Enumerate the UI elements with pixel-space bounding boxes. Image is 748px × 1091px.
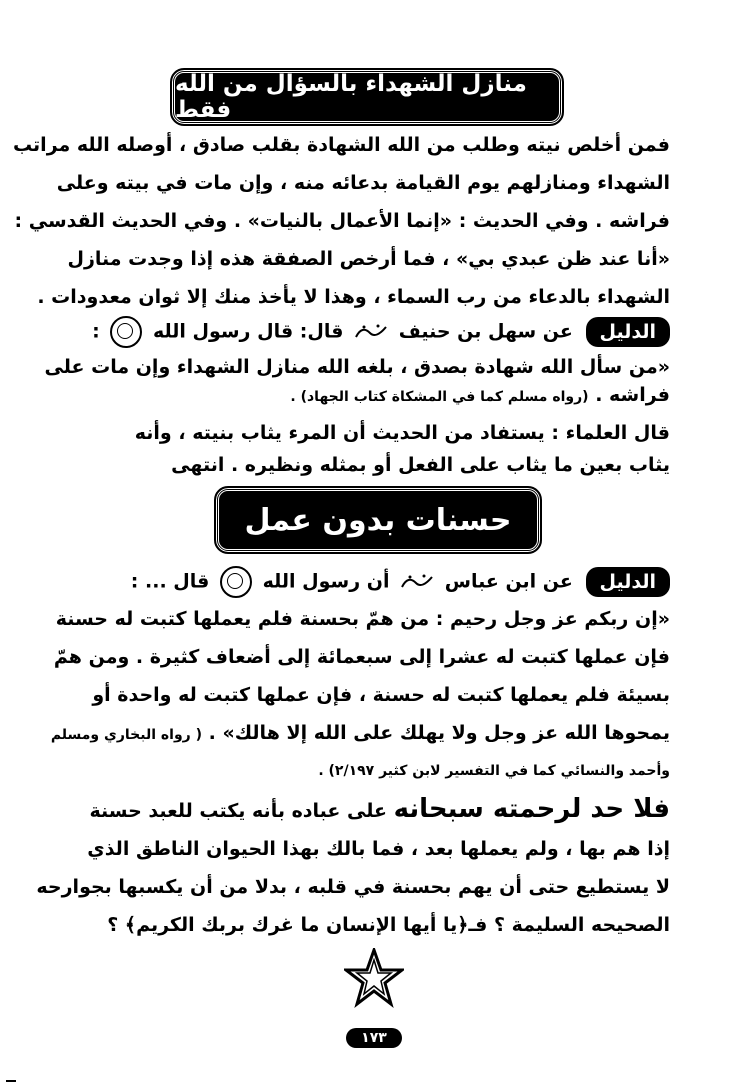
- section-title-text: منازل الشهداء بالسؤال من الله فقط: [175, 71, 527, 123]
- evidence-label: الدليل: [586, 317, 670, 347]
- page-number: ١٧٣: [346, 1028, 402, 1048]
- section-title-text: حسنات بدون عمل: [244, 502, 512, 538]
- body-line: الشهداء ومنازلهم يوم القيامة بدعائه منه ، وإن مات في بيته وعلى: [56, 172, 670, 194]
- evidence-intro2: أن رسول الله: [262, 570, 390, 593]
- scholars-line: يثاب بعين ما يثاب على الفعل أو بمثله ونظيره . انتهى: [171, 454, 670, 476]
- scholars-line: قال العلماء : يستفاد من الحديث أن المرء يثاب بنيته ، وأنه: [134, 422, 670, 444]
- hadith-end: يمحوها الله عز وجل ولا يهلك على الله إلا هالك» .: [208, 722, 670, 744]
- radiallahu-honorific-icon: [400, 571, 434, 593]
- evidence-intro: عن ابن عباس: [444, 570, 573, 593]
- body-line: إذا هم بها ، ولم يعملها بعد ، فما بالك بهذا الحيوان الناطق الذي: [87, 838, 670, 860]
- evidence-intro: عن سهل بن حنيف: [398, 320, 573, 343]
- hadith-reference: وأحمد والنسائي كما في التفسير لابن كثير ٢/١٩٧) .: [318, 763, 670, 779]
- radiallahu-honorific-icon: [354, 321, 388, 343]
- evidence-label: الدليل: [586, 567, 670, 597]
- scan-mark: [6, 1080, 16, 1082]
- body-line: فمن أخلص نيته وطلب من الله الشهادة بقلب صادق ، أوصله الله مراتب: [12, 134, 670, 156]
- evidence-line: [92, 316, 670, 346]
- star-ornament-icon: [344, 948, 404, 1008]
- hadith-reference: ( رواه البخاري ومسلم: [50, 727, 202, 743]
- hadith-line: [290, 380, 670, 410]
- body-line: لا يستطيع حتى أن يهم بحسنة في قلبه ، بدلا من أن يكسبها بجوارحه: [36, 876, 670, 898]
- hadith-reference: (رواه مسلم كما في المشكاة كتاب الجهاد) .: [290, 389, 589, 405]
- body-line: الشهداء بالدعاء من رب السماء ، وهذا لا يأخذ منك إلا ثوان معدودات .: [37, 286, 670, 308]
- mercy-line: [89, 794, 670, 824]
- hadith-line: [51, 718, 670, 748]
- section-title-martyrs: [172, 70, 562, 124]
- hadith-line: فإن عملها كتبت له عشرا إلى سبعمائة إلى أضعاف كثيرة . ومن همّ: [53, 646, 670, 668]
- mercy-rest: على عباده بأنه يكتب للعبد حسنة: [89, 800, 387, 822]
- hadith-line: «إن ربكم عز وجل رحيم : من همّ بحسنة فلم يعملها كتبت له حسنة: [55, 608, 670, 630]
- evidence-intro2: قال: قال رسول الله: [152, 320, 344, 343]
- hadith-line: «من سأل الله شهادة بصدق ، بلغه الله منازل الشهداء وإن مات على: [44, 356, 670, 378]
- hadith-line: بسيئة فلم يعملها كتبت له حسنة ، فإن عملها كتبت له واحدة أو: [92, 684, 670, 706]
- section-title-good-deeds: [216, 488, 540, 552]
- body-line: «أنا عند ظن عبدي بي» ، فما أرخص الصفقة هذه إذا وجدت منازل: [67, 248, 670, 270]
- body-line: فراشه . وفي الحديث : «إنما الأعمال بالنيات» . وفي الحديث القدسي :: [14, 210, 670, 232]
- prophet-seal-icon: [110, 316, 142, 348]
- evidence-line: [131, 566, 670, 596]
- body-line: الصحيحه السليمة ؟ فـ﴿يا أيها الإنسان ما غرك بربك الكريم﴾ ؟: [107, 914, 670, 936]
- mercy-emphasis: فلا حد لرحمته سبحانه: [393, 794, 670, 824]
- hadith-end: فراشه .: [595, 384, 670, 406]
- evidence-colon: :: [92, 320, 100, 343]
- evidence-end: قال ... :: [130, 570, 210, 593]
- prophet-seal-icon: [220, 566, 252, 598]
